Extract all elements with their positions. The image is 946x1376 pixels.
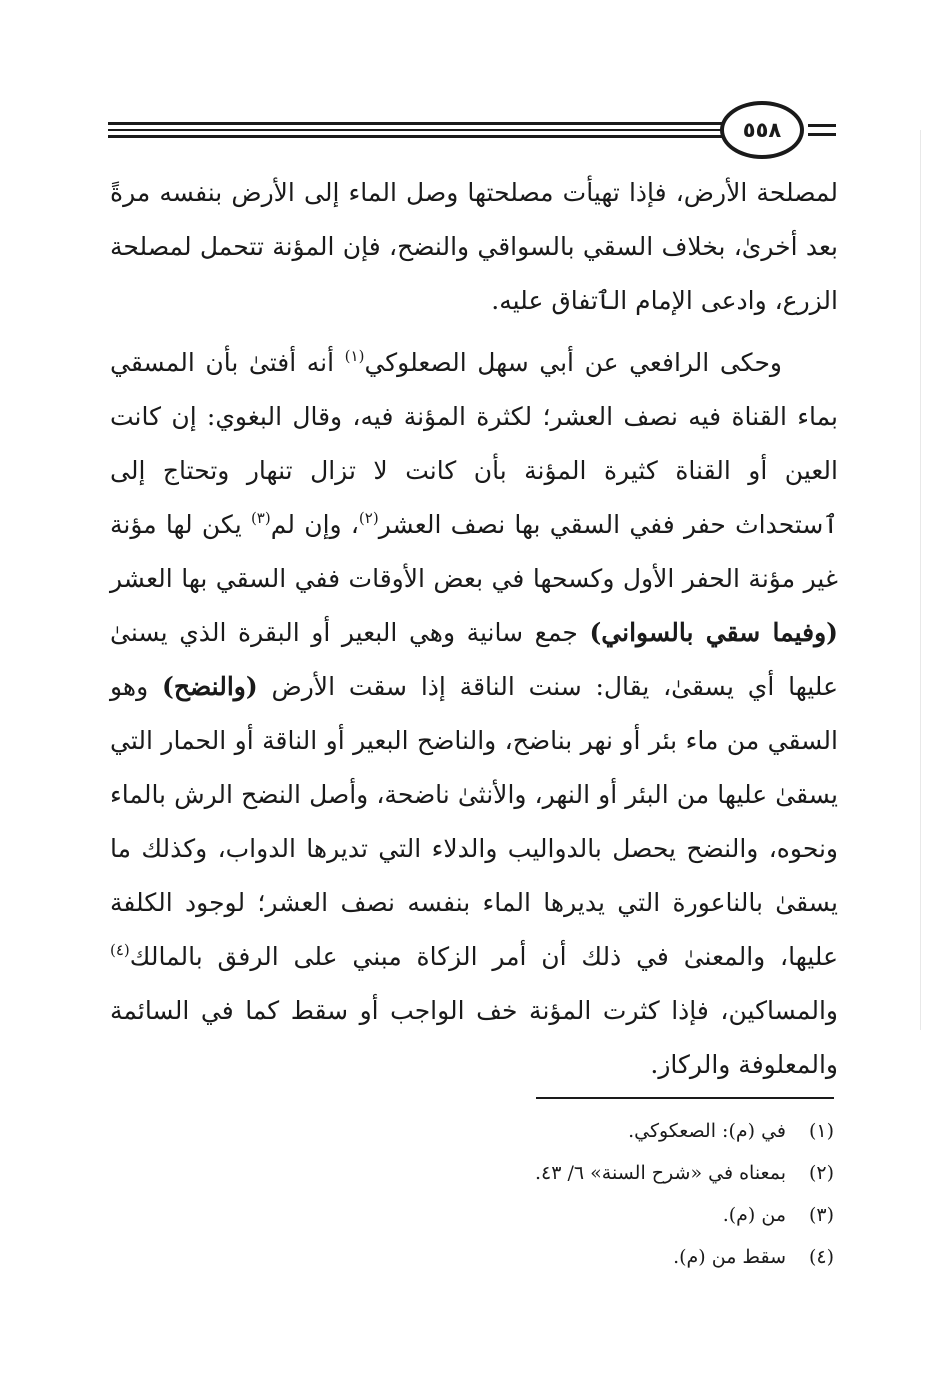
page-number: ٥٥٨ [720,101,804,159]
page-header [108,96,836,166]
header-rule [108,135,723,138]
header-rule-tail [808,124,836,127]
footnote-text: سقط من (م). [673,1246,786,1268]
bold-term: (وفيما سقي بالسواني) [589,618,838,647]
footnote-number: (١) [808,1120,834,1142]
footnote-ref: (١) [344,347,365,365]
footnote-ref: (٢) [358,509,379,527]
text-segment: وحكى الرافعي عن أبي سهل الصعلوكي [364,348,782,377]
header-rule [108,122,723,125]
footnote-divider [536,1097,834,1099]
footnote [234,1194,834,1236]
text-segment: أنه أفتىٰ بأن المسقي بماء القناة فيه نصف العشر؛ لكثرة المؤنة فيه، وقال البغوي: إن كانت العين أو القناة كثيرة المؤنة بأن كانت لا تزال تنهار وتحتاج إلى ٱستحداث حفر ففي السقي بها نصف العشر [110,348,839,539]
text-segment: يكن لها مؤنة غير مؤنة الحفر الأول وكسحها في بعض الأوقات ففي السقي بها العشر [110,510,838,593]
footnote [234,1110,834,1152]
text-segment: ، وإن لم [270,510,359,539]
text-segment: وهو السقي من ماء بئر أو نهر بناضح، والناضح البعير أو الناقة أو الحمار التي يسقىٰ عليها من البئر أو النهر، والأنثىٰ ناضحة، وأصل النضح الرش بالماء ونحوه، والنضح يحصل بالدواليب والدلاء التي تديرها الدواب، وكذلك ما يسقىٰ بالناعورة التي يديرها الماء بنفسه نصف العشر؛ لوجود الكلفة عليها، والمعنىٰ في ذلك أن أمر الزكاة مبني على الرفق بالمالك [110,672,838,971]
footnote-text: في (م): الصعكوكي. [628,1120,786,1142]
footnote-ref: (٣) [250,509,271,527]
footnote-ref: (٤) [110,941,130,959]
footnote-text: من (م). [722,1204,786,1226]
paragraph [110,336,838,1092]
footnotes [234,1110,834,1278]
footnote [234,1236,834,1278]
footnote-text: بمعناه في «شرح السنة» ٦/ ٤٣. [535,1162,786,1184]
paragraph [110,166,838,328]
text-segment: جمع سانية وهي البعير أو البقرة الذي يسنىٰ عليها أي يسقىٰ، يقال: سنت الناقة إذا سقت الأرض [110,618,838,701]
main-text [110,166,838,1092]
footnote-number: (٤) [808,1246,834,1268]
header-rule-tail [808,133,836,136]
text-segment: والمساكين، فإذا كثرت المؤنة خف الواجب أو سقط كما في السائمة والمعلوفة والركاز. [110,996,838,1079]
page-edge-line [920,130,921,1030]
text-segment: لمصلحة الأرض، فإذا تهيأت مصلحتها وصل الماء إلى الأرض بنفسه مرةً بعد أخرىٰ، بخلاف السقي بالسواقي والنضح، فإن المؤنة تتحمل لمصلحة الزرع، وادعى الإمام الٱتفاق عليه. [110,178,838,315]
header-rule [108,129,723,131]
bold-term: (والنضح) [162,672,258,701]
footnote-number: (٢) [808,1162,834,1184]
footnote [234,1152,834,1194]
footnote-number: (٣) [808,1204,834,1226]
